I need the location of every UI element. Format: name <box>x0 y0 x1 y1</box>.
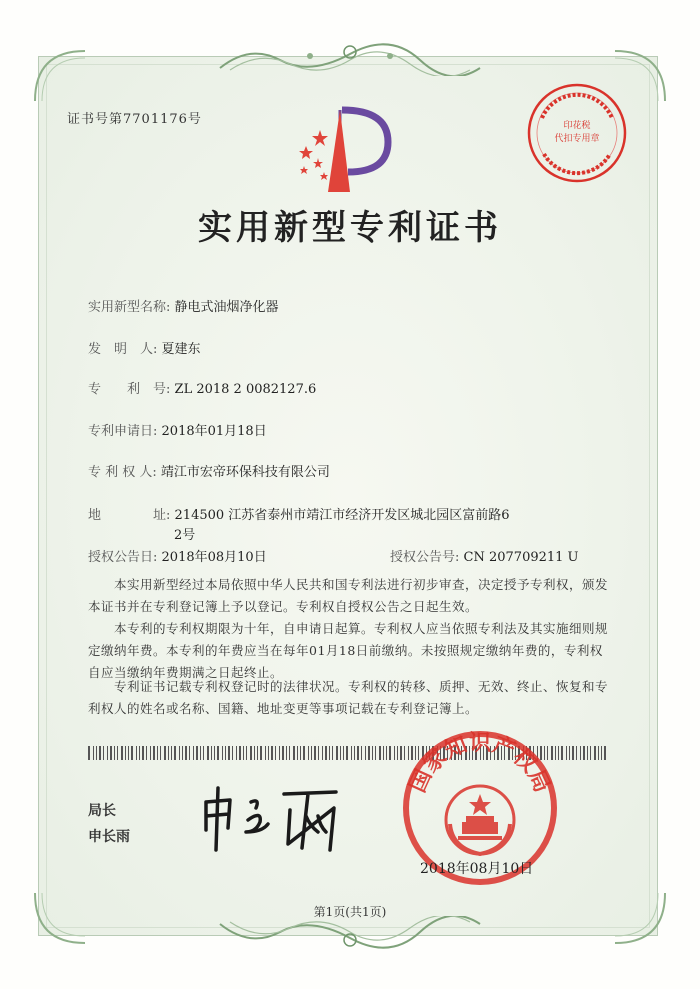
field-label: 专 利 号: <box>88 382 171 397</box>
field-label: 授权公告号: <box>390 550 460 565</box>
seal-date: 2018年08月10日 <box>420 861 534 877</box>
official-title: 局长 <box>88 803 116 819</box>
bottom-ornament-icon <box>210 916 490 952</box>
field-address-continued <box>174 524 195 543</box>
official-name: 申长雨 <box>88 829 130 845</box>
field-value: ZL 2018 2 0082127.6 <box>174 382 317 397</box>
svg-text:代扣专用章: 代扣专用章 <box>554 134 600 144</box>
field-label: 发 明 人: <box>88 342 158 357</box>
announcement-number <box>390 546 579 565</box>
top-ornament-icon <box>210 40 490 76</box>
field-address <box>88 504 510 523</box>
field-label: 地 址: <box>88 508 171 523</box>
paragraph-term: 本专利的专利权期限为十年，自申请日起算。专利权人应当依照专利法及其实施细则规定缴纳年费。本专利的年费应当在每年01月18日前缴纳。未按照规定缴纳年费的，专利权自应当缴纳年费期满之日起终止。 <box>88 621 609 680</box>
field-value: 静电式油烟净化器 <box>174 300 279 315</box>
paragraph-grant: 本实用新型经过本局依照中华人民共和国专利法进行初步审查，决定授予专利权，颁发本证书并在专利登记簿上予以登记。专利权自授权公告之日起生效。 <box>88 577 609 614</box>
field-inventor <box>88 338 201 357</box>
field-patentee <box>88 461 330 480</box>
page-footer: 第1页(共1页) <box>313 905 387 919</box>
field-value: 夏建东 <box>161 342 201 357</box>
field-value: 214500 江苏省泰州市靖江市经济开发区城北园区富前路6 <box>174 508 510 523</box>
field-patent-number <box>88 378 316 397</box>
svg-text:印花税: 印花税 <box>563 121 591 131</box>
field-value: 2号 <box>174 528 196 543</box>
announcement-date <box>88 546 267 565</box>
tax-seal-icon <box>522 78 632 188</box>
certificate-number: 证书号第7701176号 <box>67 112 202 127</box>
field-label: 授权公告日: <box>88 550 158 565</box>
paragraph-legal-status: 专利证书记载专利权登记时的法律状况。专利权的转移、质押、无效、终止、恢复和专利权人的姓名或名称、国籍、地址变更等事项记载在专利登记簿上。 <box>88 679 609 716</box>
field-value: 2018年01月18日 <box>161 424 267 439</box>
certificate-title: 实用新型专利证书 <box>198 208 502 248</box>
patent-office-logo-icon <box>288 100 398 195</box>
field-application-date <box>88 420 267 439</box>
field-value: CN 207709211 U <box>463 550 579 565</box>
field-value: 靖江市宏帝环保科技有限公司 <box>160 465 330 480</box>
field-value: 2018年08月10日 <box>161 550 267 565</box>
field-label: 专利申请日: <box>88 424 158 439</box>
field-utility-name <box>88 296 279 315</box>
seal-text: 国家知识产权局 <box>404 730 556 797</box>
field-label: 专 利 权 人: <box>88 465 157 480</box>
signature-icon <box>196 780 346 855</box>
corner-ornament-icon <box>30 46 90 106</box>
field-label: 实用新型名称: <box>88 300 171 315</box>
